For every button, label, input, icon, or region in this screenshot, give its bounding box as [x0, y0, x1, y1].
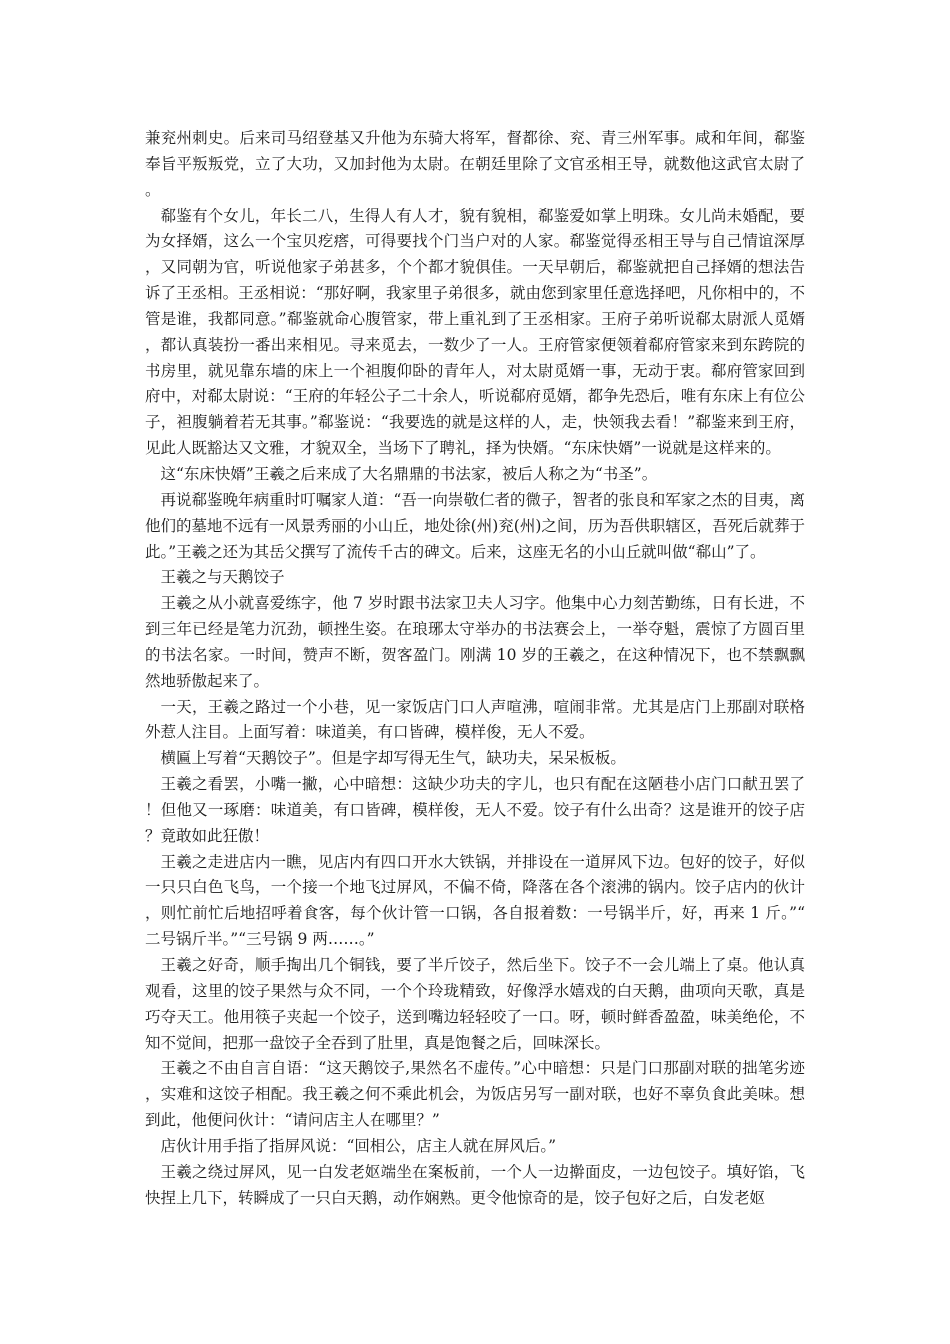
paragraph: 王羲之绕过屏风，见一白发老妪端坐在案板前，一个人一边擀面皮，一边包饺子。填好馅，飞快捏上几下，转瞬成了一只白天鹅，动作娴熟。更令他惊奇的是，饺子包好之后，白发老妪 — [145, 1162, 805, 1207]
paragraph: 王羲之看罢，小嘴一撇，心中暗想：这缺少功夫的字儿，也只有配在这陋巷小店门口献丑罢了！但他又一琢磨：味道美，有口皆碑，模样俊，无人不爱。饺子有什么出奇？这是谁开的饺子店？竟敢如此狂傲！ — [145, 775, 805, 845]
paragraph: 横匾上写着“天鹅饺子”。但是字却写得无生气，缺功夫，呆呆板板。 — [160, 749, 626, 768]
paragraph: 王羲之好奇，顺手掏出几个铜钱，要了半斤饺子，然后坐下。饺子不一会儿端上了桌。他认真观看，这里的饺子果然与众不同，一个个玲珑精致，好像浮水嬉戏的白天鹅，曲项向天歌，真是巧夺天工。他用筷子夹起一个饺子，送到嘴边轻轻咬了一口。呀，顿时鲜香盈盈，味美绝伦，不知不觉间，把那一盘饺子全吞到了肚里，真是饱餐之后，回味深长。 — [145, 956, 805, 1052]
paragraph: 一天，王羲之路过一个小巷，见一家饭店门口人声喧沸，喧闹非常。尤其是店门上那副对联格外惹人注目。上面写着：味道美，有口皆碑，模样俊，无人不爱。 — [145, 697, 805, 742]
paragraph: 兼兖州刺史。后来司马绍登基又升他为东骑大将军，督都徐、兖、青三州军事。咸和年间，郗鉴奉旨平叛叛党，立了大功，又加封他为太尉。在朝廷里除了文官丞相王导，就数他这武官太尉了。 — [145, 129, 805, 199]
paragraph: 店伙计用手指了指屏风说：“回相公，店主人就在屏风后。” — [160, 1136, 557, 1155]
paragraph: 再说郗鉴晚年病重时叮嘱家人道：“吾一向崇敬仁者的微子，智者的张良和军家之杰的目夷，离他们的墓地不远有一风景秀丽的小山丘，地处徐(州)兖(州)之间，历为吾供职辖区，吾死后就葬于此。”王羲之还为其岳父撰写了流传千古的碑文。后来，这座无名的小山丘就叫做“郗山”了。 — [145, 490, 805, 561]
paragraph: 王羲之走进店内一瞧，见店内有四口开水大铁锅，并排设在一道屏风下边。包好的饺子，好似一只只白色飞鸟，一个接一个地飞过屏风，不偏不倚，降落在各个滚沸的锅内。饺子店内的伙计，则忙前忙后地招呼着食客，每个伙计管一口锅，各自报着数：一号锅半斤，好，再来 1 斤。”“二号锅斤半。”“三号锅 9 两……。” — [145, 852, 805, 949]
paragraph: 王羲之从小就喜爱练字，他 7 岁时跟书法家卫夫人习字。他集中心力刻苦勤练，日有长进，不到三年已经是笔力沉劲，顿挫生姿。在琅琊太守举办的书法赛会上，一举夺魁，震惊了方圆百里的书法名家。一时间，赞声不断，贺客盈门。刚满 10 岁的王羲之，在这种情况下，也不禁飘飘然地骄傲起来了。 — [145, 594, 805, 690]
document-body — [145, 126, 805, 1211]
paragraph: 这“东床快婿”王羲之后来成了大名鼎鼎的书法家，被后人称之为“书圣”。 — [160, 464, 658, 483]
section-heading: 王羲之与天鹅饺子 — [160, 568, 285, 587]
paragraph: 郗鉴有个女儿，年长二八，生得人有人才，貌有貌相，郗鉴爱如掌上明珠。女儿尚未婚配，要为女择婿，这么一个宝贝疙瘩，可得要找个门当户对的人家。郗鉴觉得丞相王导与自己情谊深厚，又同朝为官，听说他家子弟甚多，个个都才貌俱佳。一天早朝后，郗鉴就把自己择婿的想法告诉了王丞相。王丞相说：“那好啊，我家里子弟很多，就由您到家里任意选择吧，凡你相中的，不管是谁，我都同意。”郗鉴就命心腹管家，带上重礼到了王丞相家。王府子弟听说郗太尉派人觅婿，都认真装扮一番出来相见。寻来觅去，一数少了一人。王府管家便领着郗府管家来到东跨院的书房里，就见靠东墙的床上一个袒腹仰卧的青年人，对太尉觅婿一事，无动于衷。郗府管家回到府中，对郗太尉说：“王府的年轻公子二十余人，听说郗府觅婿，都争先恐后，唯有东床上有位公子，袒腹躺着若无其事。”郗鉴说：“我要选的就是这样的人，走，快领我去看！”郗鉴来到王府，见此人既豁达又文雅，才貌双全，当场下了聘礼，择为快婿。“东床快婿”一说就是这样来的。 — [145, 206, 805, 458]
paragraph: 王羲之不由自言自语：“这天鹅饺子,果然名不虚传。”心中暗想：只是门口那副对联的拙笔劣迹，实难和这饺子相配。我王羲之何不乘此机会，为饭店另写一副对联，也好不辜负食此美味。想到此，他便问伙计：“请问店主人在哪里？” — [145, 1059, 805, 1130]
